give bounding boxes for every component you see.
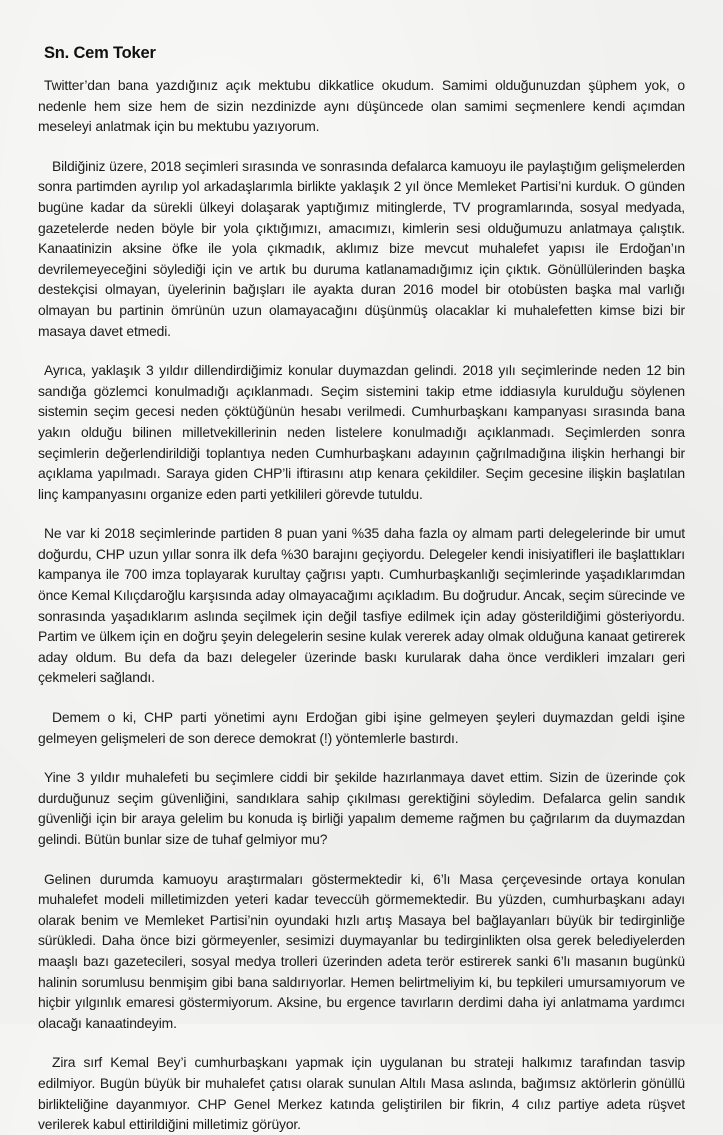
salutation: Sn. Cem Toker bbox=[44, 44, 156, 62]
paragraph-party-founding: Bildiğiniz üzere, 2018 seçimleri sırasında ve sonrasında defalarca kamuoyu ile paylaştığım gelişmelerden sonra partimden ayrılıp yol arkadaşlarımla birlikte yaklaşık 2 yıl önce Memleket Partisi’ni kurduk. O günden bugüne kadar da sürekli ülkeyi dolaşarak yaptığımız mitinglerde, TV programlarında, sosyal medyada, gazetelerde neden böyle bir yola çıktığımızı, amacımızı, kimlerin sesi olduğumuzu anlatmaya çalıştık. Kanaatinizin aksine öfke ile yola çıkmadık, aklımız bize mevcut muhalefet yapısı ile Erdoğan’ın devrilemeyeceğini söylediği için ve artık bu duruma katlanamadığımız için çıktık. Gönüllülerinden başka destekçisi olmayan, üyelerinin bağışları ile ayakta duran 2016 model bir otobüsten başka mal varlığı olmayan bu partinin ömrünün uzun olamayacağını düşünmüş olacaklar ki muhalefetten kimse bizi bir masaya davet etmedi. bbox=[38, 157, 685, 339]
paragraph-intro: Twitter’dan bana yazdığınız açık mektubu dikkatlice okudum. Samimi olduğunuzdan şüphem yok, o nedenle hem size hem de sizin nezdinizde aynı düşüncede olan samimi seçmenlere kendi açımdan meseleyi anlatmak için bu mektubu yazıyorum. bbox=[38, 77, 685, 135]
paragraph-election-security: Yine 3 yıldır muhalefeti bu seçimlere ciddi bir şekilde hazırlanmaya davet ettim. Sizin de üzerinde çok durduğunuz seçim güvenliğini, sandıklara sahip çıkılması gerektiğini söyledim. Defalarca gelin sandık güvenliği için bir araya gelelim bu konuda iş birliği yapalım dememe rağmen bu çağrılarım da duymazdan gelindi. Bütün bunlar size de tuhaf gelmiyor mu? bbox=[38, 769, 685, 847]
paragraph-strategy: Zira sırf Kemal Bey’i cumhurbaşkanı yapmak için uygulanan bu strateji halkımız tarafından tasvip edilmiyor. Bugün büyük bir muhalefet çatısı olarak sunulan Altılı Masa aslında, bağımsız aktörlerin gönüllü birlikteliğine dayanmıyor. CHP Genel Merkez katında geliştirilen bir fikrin, 4 cılız partiye adeta rüşvet verilerek kabul ettirildiğini milletimiz görüyor. bbox=[38, 1054, 685, 1133]
paragraph-ignored-issues: Ayrıca, yaklaşık 3 yıldır dillendirdiğimiz konular duymazdan gelindi. 2018 yılı seçimlerinde neden 12 bin sandığa gözlemci konulmadığı açıklanmadı. Seçim sistemini takip etme iddiasıyla kurulduğu söylenen sistemin seçim gecesi neden çöktüğünün hesabı verilmedi. Cumhurbaşkanı kampanyası sırasında bana yakın olduğu bilinen milletvekillerinin neden listelere konulmadığı açıklanmadı. Seçimlerden sonra seçimlerin değerlendirildiği toplantıya neden Cumhurbaşkanı adayının çağrılmadığına ilişkin herhangi bir açıklama yapılmadı. Saraya giden CHP’li iftirasını atıp kenara çekildiler. Seçim gecesine ilişkin başlatılan linç kampanyasını organize eden parti yetkilileri görevde tutuldu. bbox=[38, 362, 685, 502]
paragraph-six-table: Gelinen durumda kamuoyu araştırmaları göstermektedir ki, 6’lı Masa çerçevesinde ortaya konulan muhalefet modeli milletimizden yeteri kadar teveccüh görmemektedir. Bu yüzden, cumhurbaşkanı adayı olarak benim ve Memleket Partisi’nin oyundaki hızlı artış Masaya bel bağlayanları büyük bir tedirginliğe sürükledi. Daha önce bizi görmeyenler, sesimizi duymayanlar bu tedirginlikten olsa gerek belediyelerden maaşlı bazı gazetecileri, sosyal medya trolleri üzerinden adeta terör estirerek sanki 6’lı masanın bugünkü halinin sorumlusu benmişim gibi bana saldırıyorlar. Hemen belirtmeliyim ki, bu tepkileri umursamıyorum ve hiçbir yılgınlık emaresi göstermiyorum. Aksine, bu ergence tavırların derdimi daha iyi anlatmama yardımcı olacağı kanaatindeyim. bbox=[38, 870, 685, 1031]
paragraph-2018-election: Ne var ki 2018 seçimlerinde partiden 8 puan yani %35 daha fazla oy almam parti delegelerinde bir umut doğurdu, CHP uzun yıllar sonra ilk defa %30 barajını geçiyordu. Delegeler kendi inisiyatifleri ile başlattıkları kampanya ile 700 imza toplayarak kurultay çağrısı yaptı. Cumhurbaşkanlığı seçimlerinde yaşadıklarımdan önce Kemal Kılıçdaroğlu karşısında aday olmayacağımı açıkladım. Bu doğrudur. Ancak, seçim sürecinde ve sonrasında yaşadıklarım aslında seçilmek için değil tasfiye edilmek için aday gösterildiğimi gösteriyordu. Partim ve ülkem için en doğru şeyin delegelerin sesine kulak vererek aday olmak olduğuna kanaat getirerek aday oldum. Bu defa da bazı delegeler üzerinde baskı kurularak daha önce verdikleri imzaları geri çekmeleri sağlandı. bbox=[38, 525, 685, 686]
paragraph-party-management: Demem o ki, CHP parti yönetimi aynı Erdoğan gibi işine gelmeyen şeyleri duymazdan geldi işine gelmeyen gelişmeleri de son derece demokrat (!) yöntemlerle bastırdı. bbox=[38, 709, 685, 746]
